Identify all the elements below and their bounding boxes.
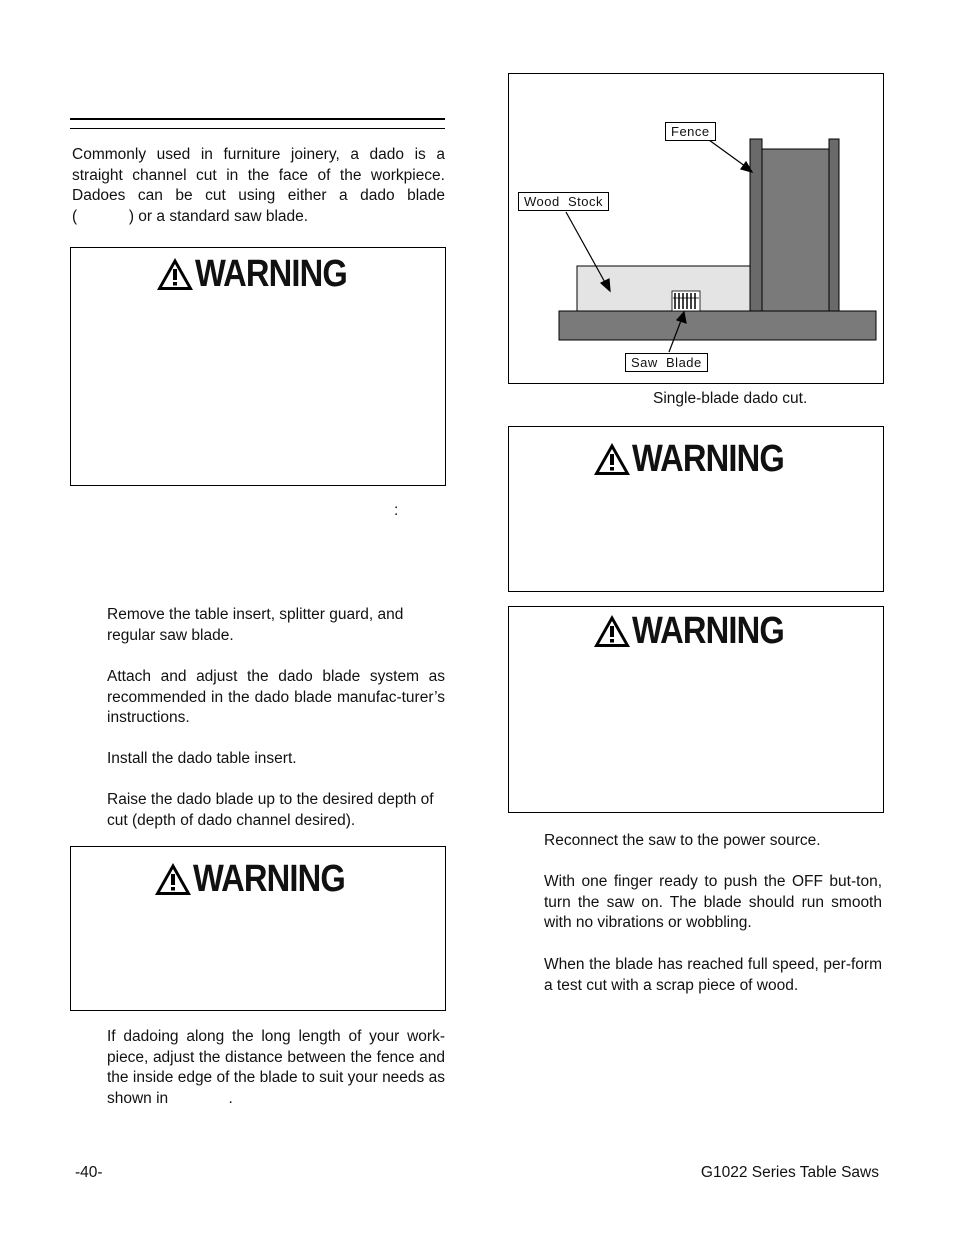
section-bottom-rule (70, 128, 445, 129)
step-remove-insert: Remove the table insert, splitter guard, and regular saw blade. (107, 606, 404, 644)
table-surface (559, 311, 876, 340)
intro-line-3: Dadoes can be cut using either a dado blade (72, 187, 445, 204)
dado-diagram (509, 74, 882, 382)
intro-line-4: ( ) or a standard saw blade. (72, 207, 309, 225)
step-turn-on-saw: With one finger ready to push the OFF but-ton, turn the saw on. The blade should run smooth with no vibrations or wobbling. (544, 873, 882, 931)
wood-stock-shape (577, 266, 751, 311)
intro-line-2: straight channel cut in the face of the workpiece. (72, 166, 445, 184)
step-adjust-fence: If dadoing along the long length of your work-piece, adjust the distance between the fence and the inside edge of the blade to suit your needs as shown in . (107, 1028, 450, 1107)
fence-label: Fence (665, 122, 716, 141)
warning-triangle-icon (592, 441, 632, 477)
warning-box-3 (508, 426, 884, 592)
warning-header (153, 860, 370, 898)
intro-line-1: Commonly used in furniture joinery, a dado is a (72, 146, 445, 163)
fence-shape (750, 139, 839, 311)
step-raise-blade: Raise the dado blade up to the desired depth of cut (depth of dado channel desired). (107, 791, 434, 829)
step-attach-dado: Attach and adjust the dado blade system as recommended in the dado blade manufac-turer’s instructions. (107, 668, 445, 726)
figure-caption: Single-blade dado cut. (653, 390, 808, 407)
saw-blade-shape (672, 291, 700, 311)
warning-title: WARNING (632, 610, 784, 652)
warning-box-1 (70, 247, 446, 486)
warning-title: WARNING (632, 438, 784, 480)
section-top-rule (70, 118, 445, 120)
intro-paragraph (72, 145, 445, 227)
step-reconnect-power: Reconnect the saw to the power source. (544, 832, 821, 849)
warning-header (155, 255, 372, 293)
wood-stock-label: Wood Stock (518, 192, 609, 211)
warning-box-4 (508, 606, 884, 813)
manual-title: G1022 Series Table Saws (700, 1164, 879, 1181)
warning-title: WARNING (195, 253, 347, 295)
step-test-cut: When the blade has reached full speed, per-form a test cut with a scrap piece of wood. (544, 956, 882, 994)
warning-header (592, 440, 809, 478)
warning-title: WARNING (193, 858, 345, 900)
saw-blade-label: Saw Blade (625, 353, 708, 372)
page-number: -40- (75, 1164, 103, 1181)
warning-triangle-icon (155, 256, 195, 292)
dado-cut-figure (508, 73, 884, 384)
warning-header (592, 612, 809, 650)
warning-box-2 (70, 846, 446, 1011)
warning-triangle-icon (592, 613, 632, 649)
warning-triangle-icon (153, 861, 193, 897)
step-install-insert: Install the dado table insert. (107, 750, 297, 767)
colon-mark: : (394, 502, 399, 519)
